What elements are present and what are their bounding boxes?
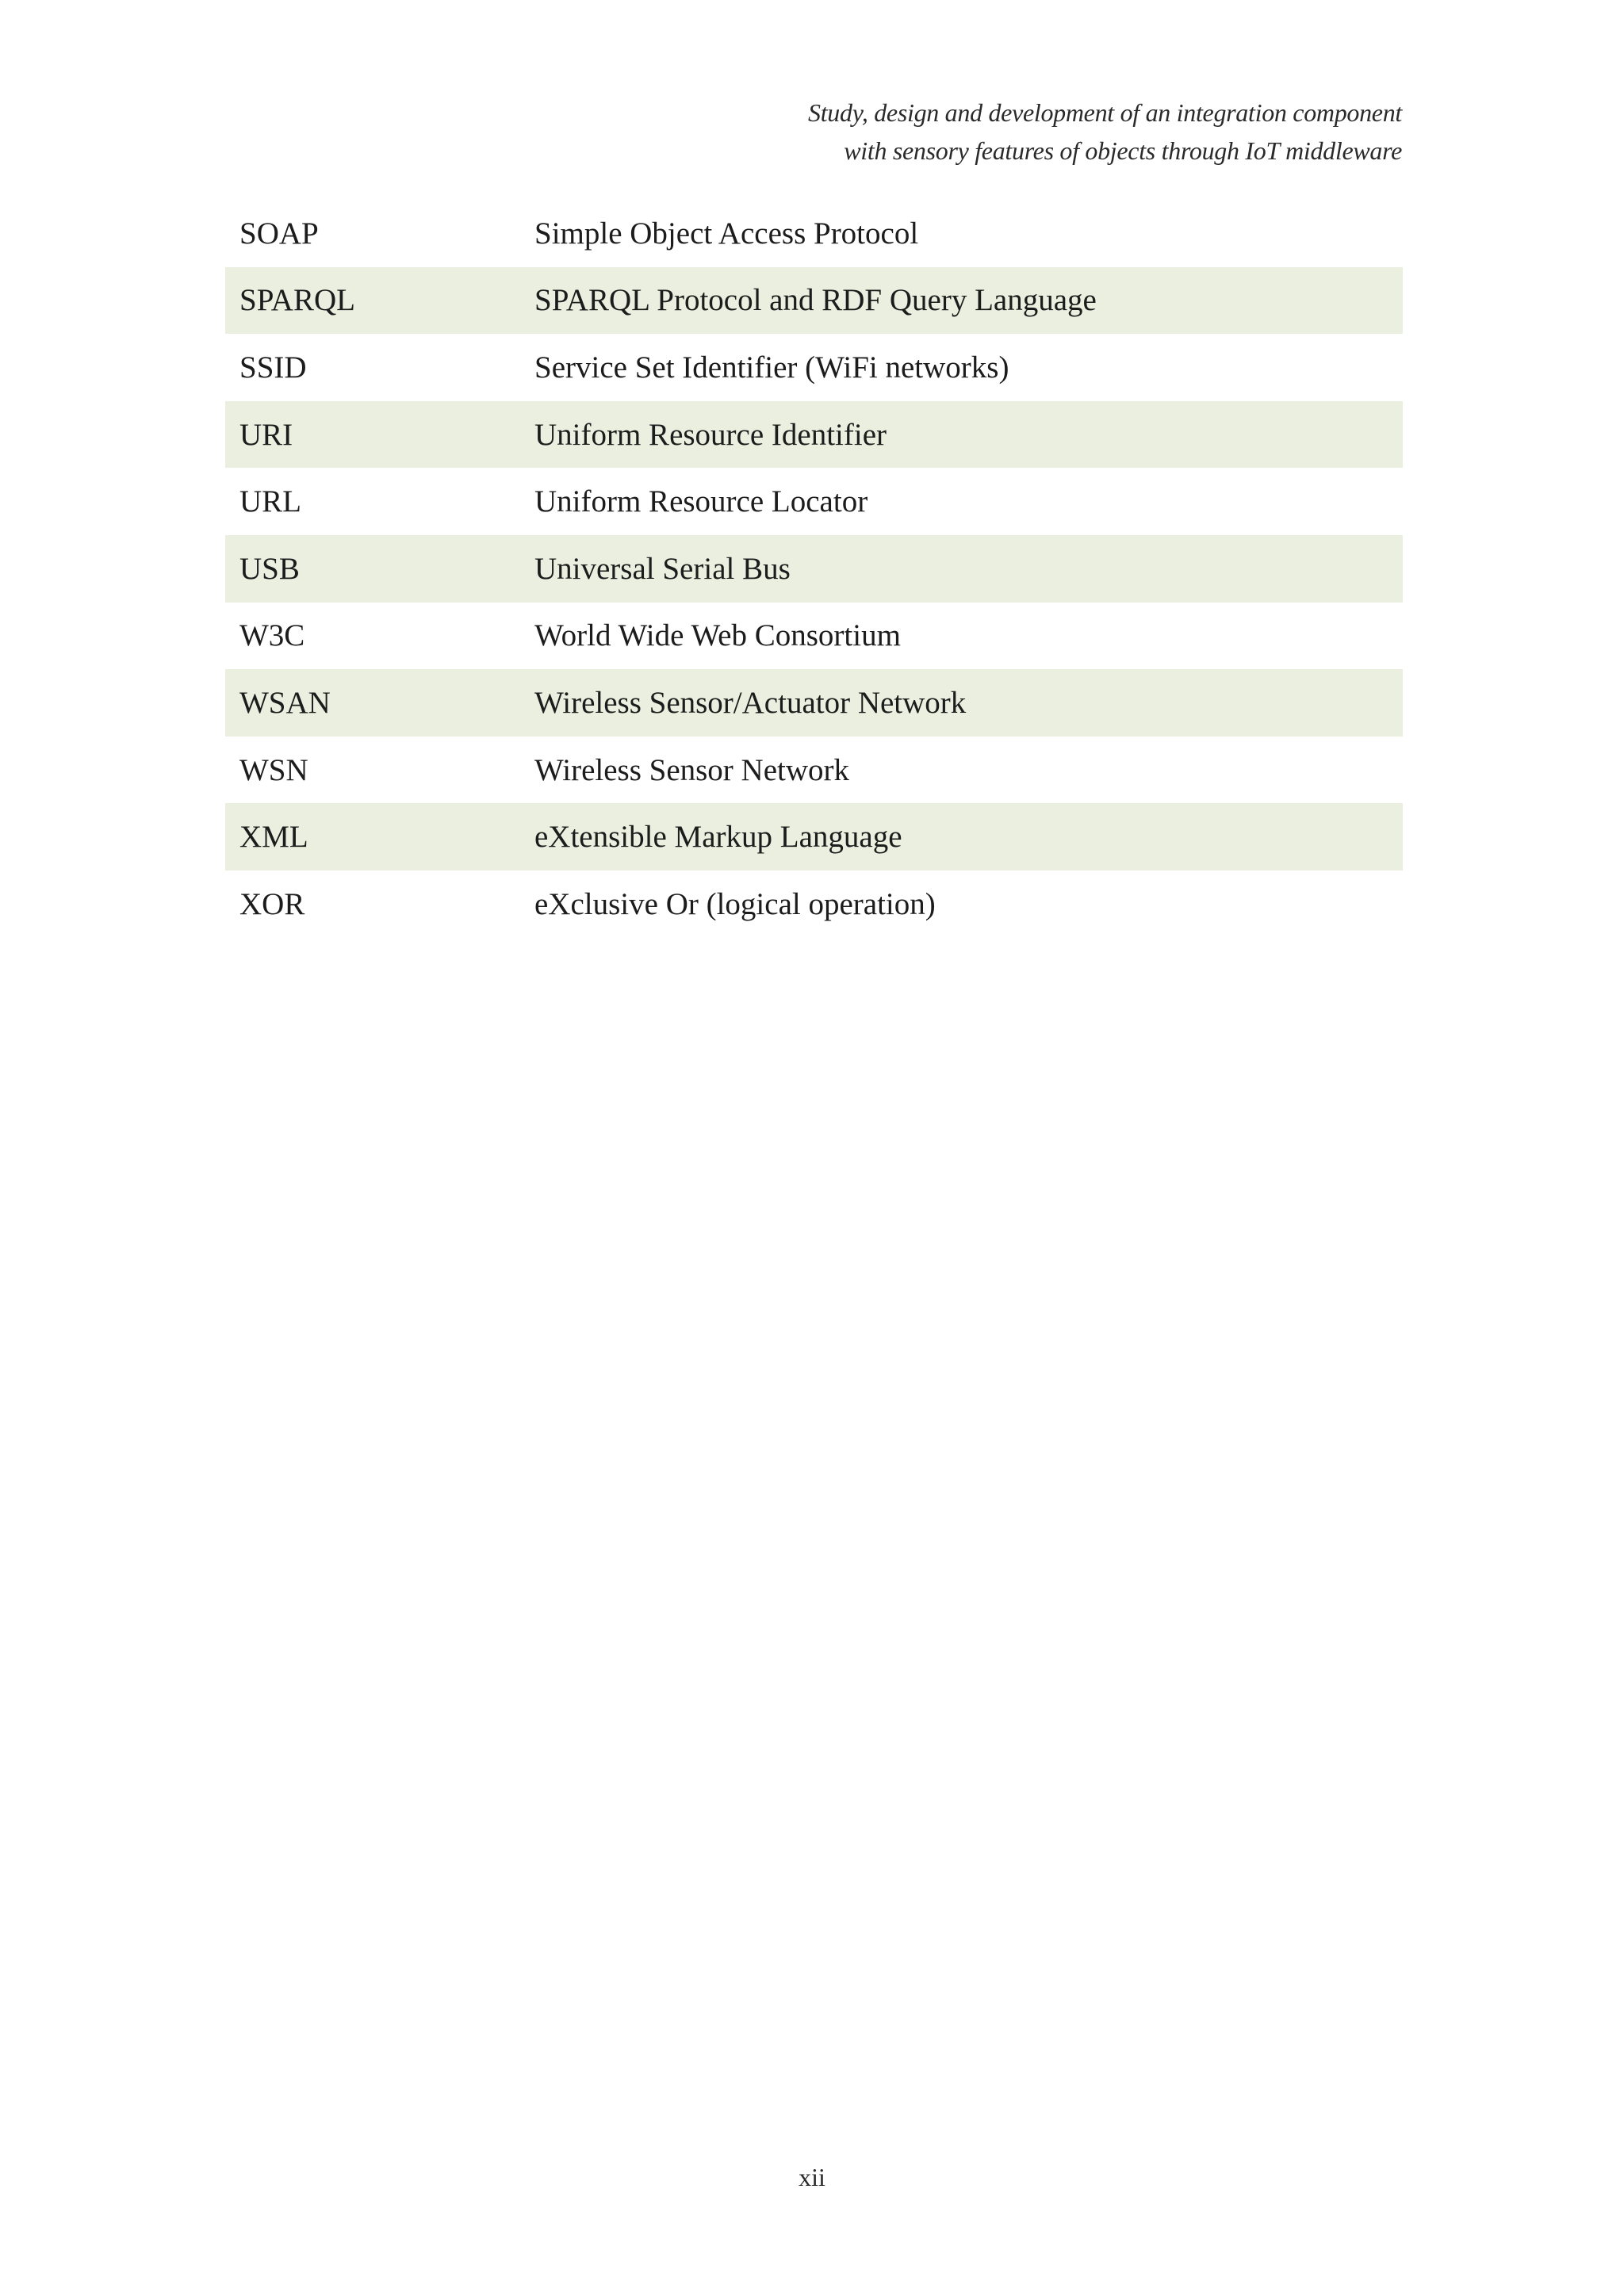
acronym-row: [225, 468, 1403, 535]
acronym-definition: SPARQL Protocol and RDF Query Language: [534, 283, 1097, 318]
acronym-term: SPARQL: [239, 283, 355, 318]
acronym-row: [225, 669, 1403, 737]
acronym-definition: Universal Serial Bus: [534, 551, 791, 586]
acronym-term: URI: [239, 417, 293, 452]
acronym-definition: Uniform Resource Locator: [534, 484, 868, 519]
acronym-term: USB: [239, 551, 300, 586]
acronym-definition: Uniform Resource Identifier: [534, 417, 887, 452]
acronym-definition: Wireless Sensor Network: [534, 752, 850, 787]
acronym-row: [225, 803, 1403, 871]
acronym-definition: Service Set Identifier (WiFi networks): [534, 350, 1009, 385]
acronym-term: SSID: [239, 350, 307, 385]
acronym-definition: Simple Object Access Protocol: [534, 216, 919, 251]
acronym-row: [225, 535, 1403, 603]
acronym-row: [225, 267, 1403, 335]
running-header: [450, 94, 1402, 170]
acronym-row: [225, 200, 1403, 267]
running-header-line-2: with sensory features of objects through IoT middleware: [844, 136, 1402, 165]
page-number: xii: [799, 2163, 825, 2191]
acronym-definition: Wireless Sensor/Actuator Network: [534, 685, 967, 720]
acronym-term: WSN: [239, 752, 308, 787]
acronym-term: URL: [239, 484, 301, 519]
acronym-definition: eXtensible Markup Language: [534, 820, 902, 855]
acronym-row: [225, 737, 1403, 804]
acronym-table: [225, 200, 1403, 938]
acronym-term: XML: [239, 820, 308, 855]
acronym-term: XOR: [239, 886, 305, 921]
acronym-row: [225, 401, 1403, 469]
acronym-term: W3C: [239, 618, 305, 653]
acronym-term: SOAP: [239, 216, 319, 251]
running-header-line-1: Study, design and development of an integration component: [808, 98, 1402, 127]
acronym-definition: eXclusive Or (logical operation): [534, 886, 936, 921]
acronym-definition: World Wide Web Consortium: [534, 618, 901, 653]
acronym-row: [225, 334, 1403, 401]
acronym-term: WSAN: [239, 685, 331, 720]
acronym-row: [225, 871, 1403, 938]
acronym-row: [225, 603, 1403, 670]
